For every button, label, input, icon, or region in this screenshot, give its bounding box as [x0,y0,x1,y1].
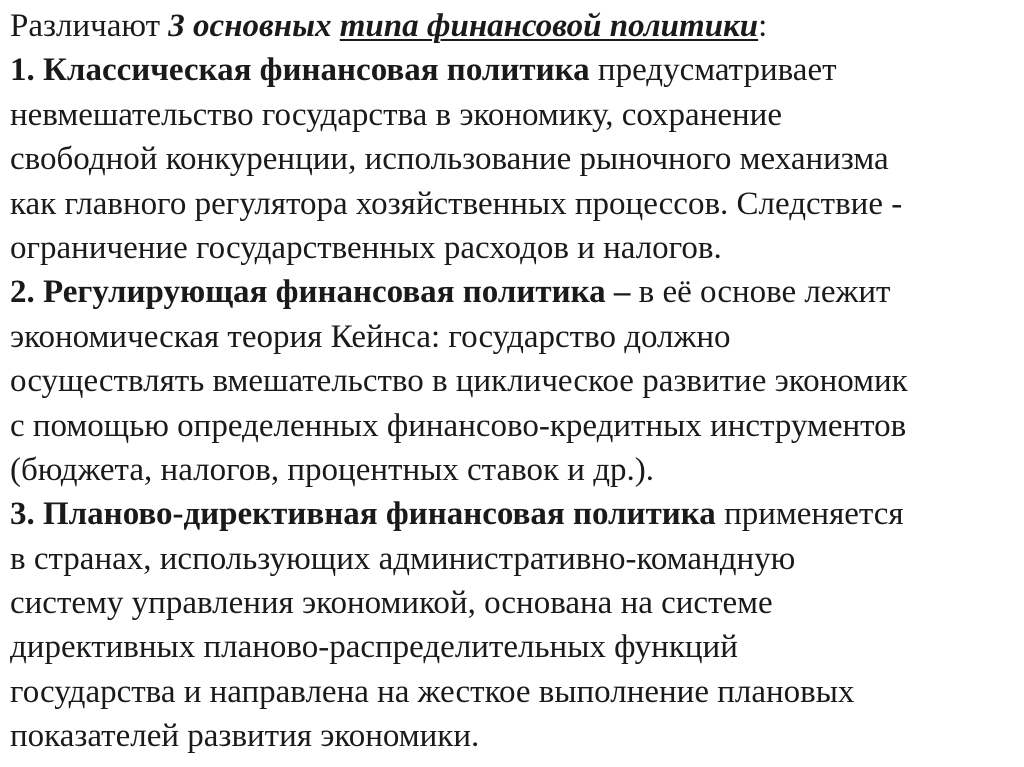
intro-prefix: Различают [10,8,169,44]
intro-suffix: : [758,8,768,44]
section2-line4: с помощью определенных финансово-кредитных инструментов [10,407,907,444]
section1-line1 [10,48,1016,92]
section3-line5: государства и направлена на жесткое выполнение плановых [10,673,855,710]
section2-line3: осуществлять вмешательство в циклическое развитие экономик [10,363,908,400]
section3-title: 3. Планово-директивная финансовая политика [10,496,716,533]
section2-line5: (бюджета, налогов, процентных ставок и др.). [10,451,654,488]
intro-underlined-phrase: типа финансовой политики [339,8,759,44]
section1-line3: свободной конкуренции, использование рыночного механизма [10,141,889,178]
section1-title: 1. Классическая финансовая политика [10,52,590,89]
section3-line4: директивных планово-распределительных функций [10,629,738,666]
intro-line [10,4,1016,48]
section1-line2: невмешательство государства в экономику, сохранение [10,96,782,133]
section1-line4: как главного регулятора хозяйственных процессов. Следствие - [10,185,903,222]
section3-line6: показателей развития экономики. [10,718,480,755]
section3-line3: систему управления экономикой, основана на системе [10,585,773,622]
intro-space [331,8,339,44]
section2-title: 2. Регулирующая финансовая политика – [10,274,631,311]
slide-text-body [10,4,1016,759]
section2-line1 [10,270,1016,314]
section3-line1 [10,492,1016,536]
section1-line5: ограничение государственных расходов и налогов. [10,229,722,266]
section3-line2: в странах, использующих административно-командную [10,540,796,577]
section2-line1-rest: в её основе лежит [630,274,891,311]
section3-line1-rest: применяется [715,496,904,533]
section2-line2: экономическая теория Кейнса: государство должно [10,318,731,355]
section1-line1-rest: предусматривает [589,52,837,89]
intro-count-phrase: 3 основных [168,8,332,44]
